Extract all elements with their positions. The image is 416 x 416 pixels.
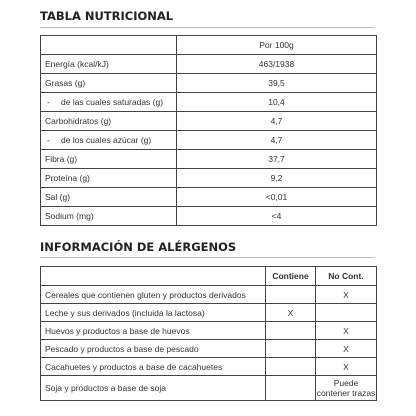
table-row [41,131,377,150]
row-value: 463/1938 [177,55,377,74]
contains-mark [266,340,316,358]
row-value: 9,2 [177,169,377,188]
row-value: 10,4 [177,93,377,112]
table-row [41,304,377,322]
dash-marker: - [47,135,50,145]
table-row [41,286,377,304]
table-row [41,55,377,74]
row-label: Proteína (g) [41,169,177,188]
nutrition-title: TABLA NUTRICIONAL [40,9,174,23]
table-row [41,376,377,401]
nutrition-table [40,35,377,226]
nutrition-divider [40,27,375,28]
row-label: Fibra (g) [41,150,177,169]
allergens-divider [40,257,375,258]
row-value: 39,5 [177,74,377,93]
contains-mark [266,322,316,340]
table-cell-empty [41,267,266,286]
allergen-label: Soja y productos a base de soja [41,376,266,401]
row-label: de las cuales saturadas (g) [61,97,164,107]
allergens-title: INFORMACIÓN DE ALÉRGENOS [40,240,237,254]
row-label: Grasas (g) [41,74,177,93]
not-contains-mark: X [316,340,377,358]
column-header-not-contains: No Cont. [316,267,377,286]
table-row [41,207,377,226]
allergen-label: Pescado y productos a base de pescado [41,340,266,358]
table-header-row [41,267,377,286]
allergen-label: Huevos y productos a base de huevos [41,322,266,340]
table-row [41,93,377,112]
row-label: Sal (g) [41,188,177,207]
table-row [41,322,377,340]
column-header-per-100g: Por 100g [177,36,377,55]
row-label-sub [41,93,177,112]
row-value: 37,7 [177,150,377,169]
row-label-sub [41,131,177,150]
row-label: Carbohidratos (g) [41,112,177,131]
row-label: Sodium (mg) [41,207,177,226]
allergen-label: Leche y sus derivados (incluida la lactosa) [41,304,266,322]
contains-mark: X [266,304,316,322]
allergens-table [40,266,377,401]
table-row [41,112,377,131]
column-header-contains: Contiene [266,267,316,286]
allergen-label: Cereales que contienen gluten y productos derivados [41,286,266,304]
table-row [41,74,377,93]
not-contains-mark [316,304,377,322]
table-row [41,150,377,169]
table-row [41,340,377,358]
not-contains-mark: X [316,286,377,304]
contains-mark [266,358,316,376]
table-header-row [41,36,377,55]
table-row [41,188,377,207]
row-label: Energía (kcal/kJ) [41,55,177,74]
allergen-label: Cacahuetes y productos a base de cacahuetes [41,358,266,376]
table-cell-empty [41,36,177,55]
table-row [41,358,377,376]
row-label: de los cuales azúcar (g) [61,135,152,145]
contains-mark [266,286,316,304]
not-contains-mark: X [316,322,377,340]
row-value: 4,7 [177,112,377,131]
table-row [41,169,377,188]
not-contains-mark: X [316,358,377,376]
row-value: <4 [177,207,377,226]
row-value: 4,7 [177,131,377,150]
contains-mark [266,376,316,401]
not-contains-mark: Puede contener trazas [316,376,377,401]
row-value: <0,01 [177,188,377,207]
dash-marker: - [47,97,50,107]
